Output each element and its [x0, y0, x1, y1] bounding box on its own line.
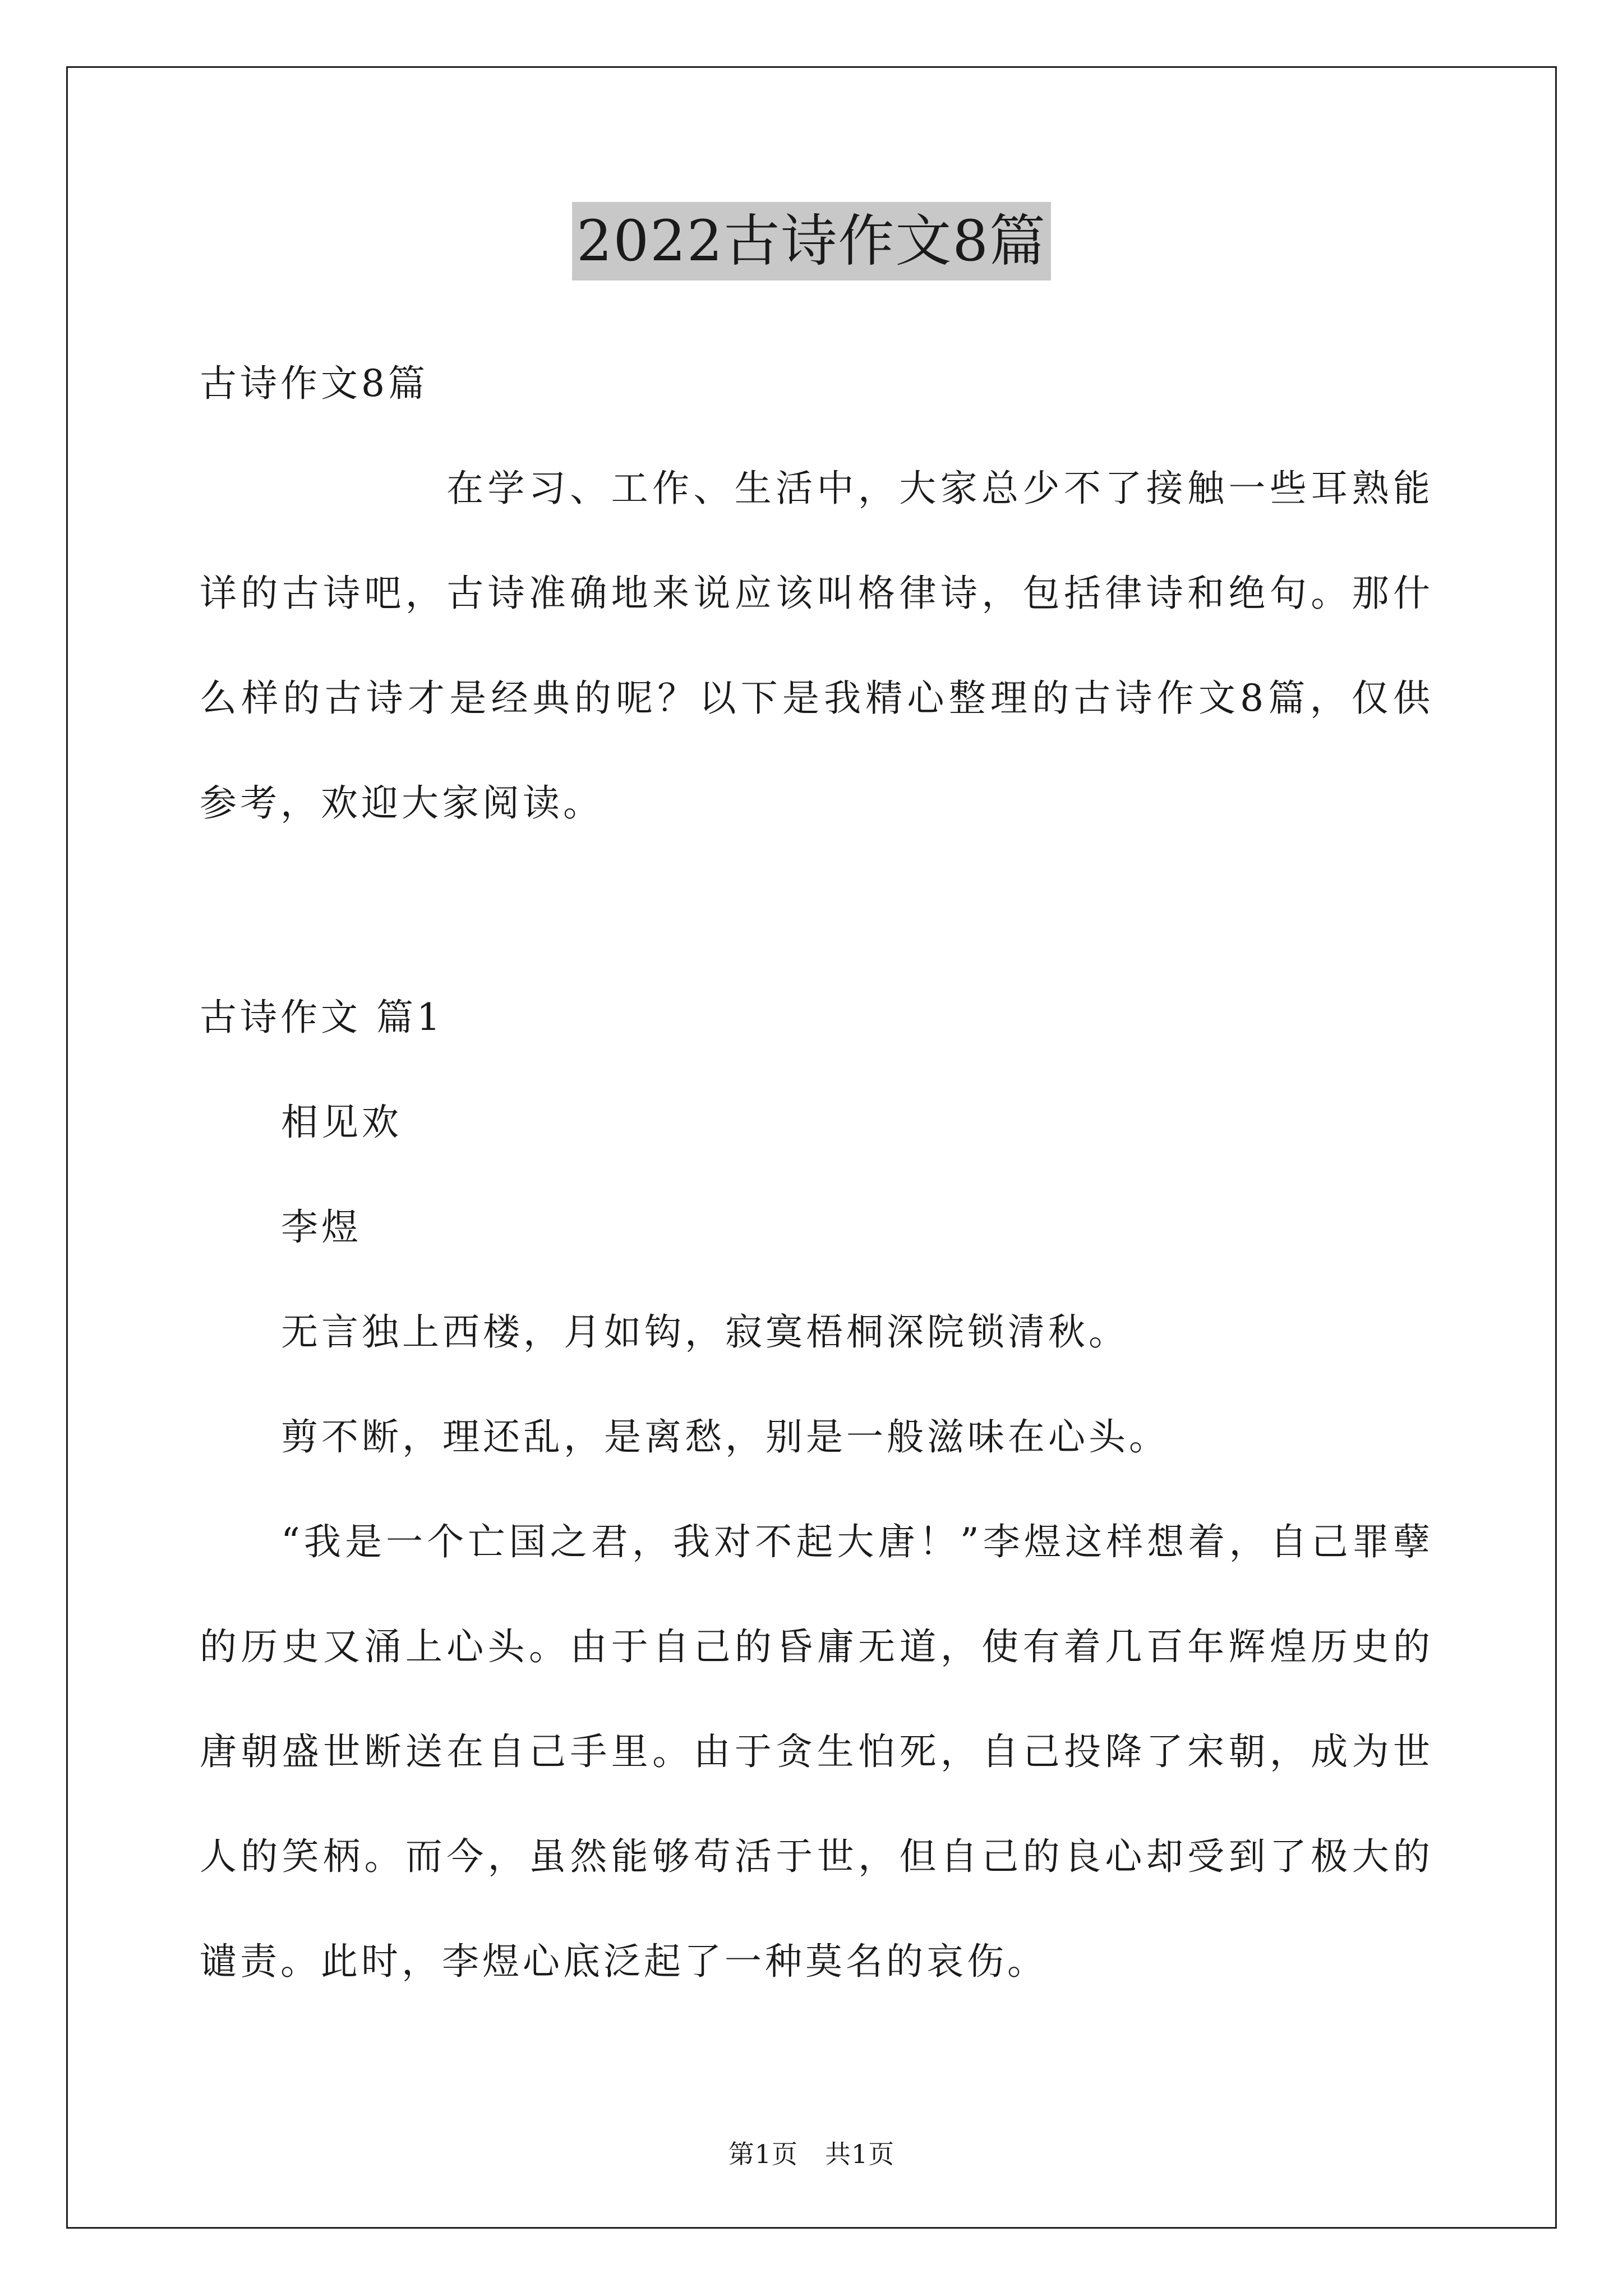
section-one — [200, 965, 1433, 2014]
document-title: 2022古诗作文8篇 — [572, 202, 1051, 280]
page-total: 共1页 — [825, 2139, 895, 2169]
document-subtitle: 古诗作文8篇 — [200, 362, 428, 405]
body-paragraph: “我是一个亡国之君，我对不起大唐！”李煜这样想着，自己罪孽的历史又涌上心头。由于自己的昏庸无道，使有着几百年辉煌历史的唐朝盛世断送在自己手里。由于贪生怕死，自己投降了宋朝，成为世人的笑柄。而今，虽然能够苟活于世，但自己的良心却受到了极大的谴责。此时，李煜心底泛起了一种莫名的哀伤。 — [200, 1520, 1433, 1983]
document-body — [200, 331, 1433, 855]
intro-paragraph: 在学习、工作、生活中，大家总少不了接触一些耳熟能详的古诗吧，古诗准确地来说应该叫格律诗，包括律诗和绝句。那什么样的古诗才是经典的呢？以下是我精心整理的古诗作文8篇，仅供参考，欢迎大家阅读。 — [200, 467, 1433, 825]
poem-title: 相见欢 — [281, 1101, 402, 1144]
page-number: 第1页 — [728, 2139, 798, 2169]
page-footer — [0, 2137, 1623, 2171]
section-heading: 古诗作文 篇1 — [200, 996, 444, 1039]
poem-line: 剪不断，理还乱，是离愁，别是一般滋味在心头。 — [281, 1415, 1169, 1458]
poem-author: 李煜 — [281, 1205, 362, 1249]
title-wrap — [0, 202, 1623, 280]
poem-line: 无言独上西楼，月如钩，寂寞梧桐深院锁清秋。 — [281, 1310, 1129, 1354]
